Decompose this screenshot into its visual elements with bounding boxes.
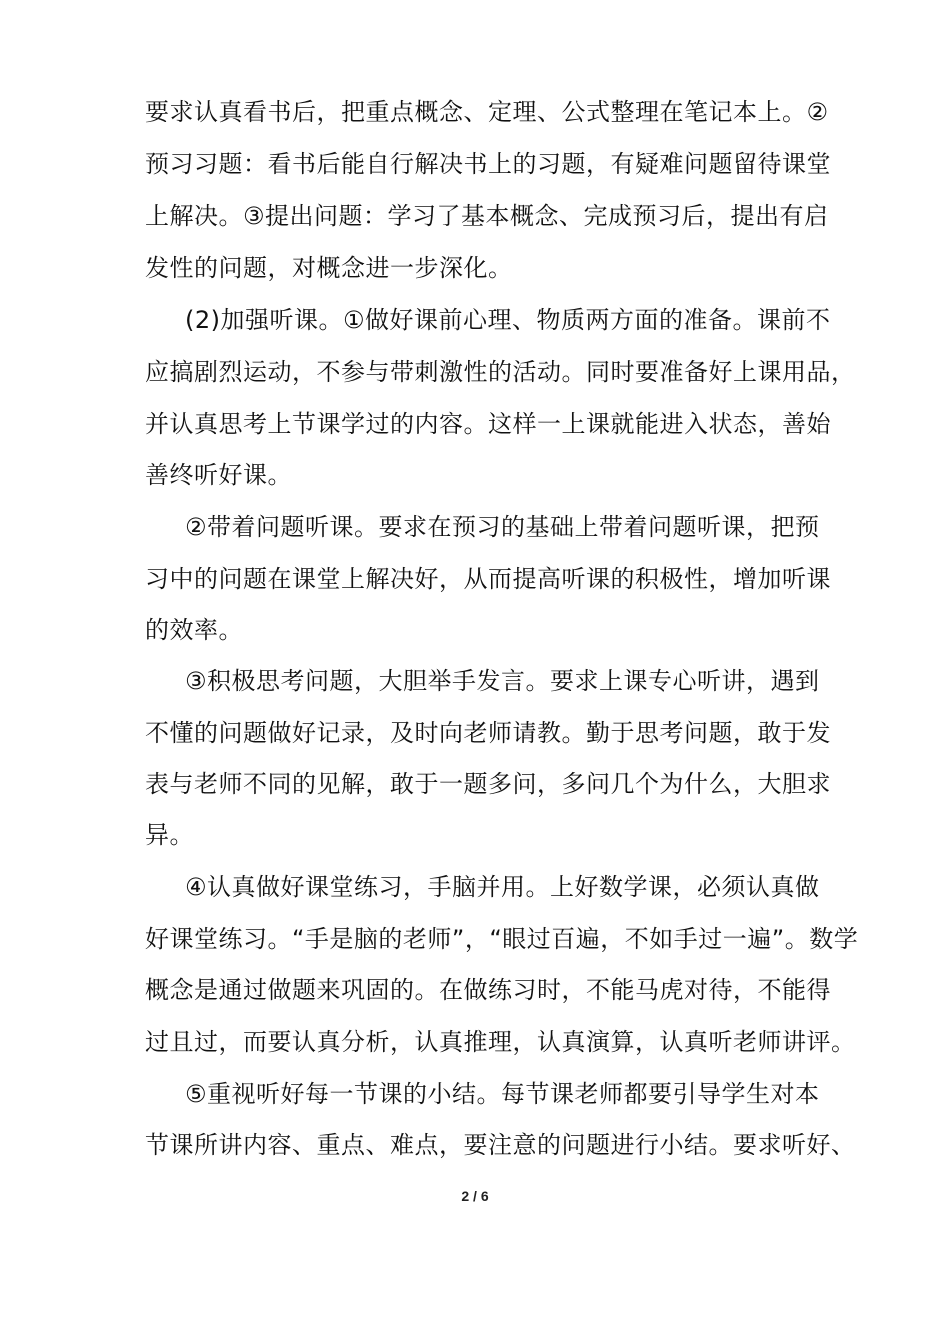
text-line: (2)加强听课。①做好课前心理、物质两方面的准备。课前不 [185, 306, 831, 334]
text-line: 异。 [145, 821, 194, 849]
text-line: 发性的问题，对概念进一步深化。 [145, 254, 513, 282]
text-line: 善终听好课。 [145, 461, 292, 489]
text-line: 并认真思考上节课学过的内容。这样一上课就能进入状态，善始 [145, 410, 831, 438]
page-number: 2 / 6 [461, 1188, 489, 1204]
text-line: 表与老师不同的见解，敢于一题多问，多问几个为什么，大胆求 [145, 770, 831, 798]
text-line: 应搞剧烈运动，不参与带刺激性的活动。同时要准备好上课用品， [145, 358, 856, 386]
text-line: 上解决。③提出问题：学习了基本概念、完成预习后，提出有启 [145, 202, 829, 230]
text-line: 要求认真看书后，把重点概念、定理、公式整理在笔记本上。② [145, 98, 829, 126]
text-line: 过且过，而要认真分析，认真推理，认真演算，认真听老师讲评。 [145, 1028, 856, 1056]
text-line: 节课所讲内容、重点、难点，要注意的问题进行小结。要求听好、 [145, 1131, 856, 1159]
text-line: ④认真做好课堂练习，手脑并用。上好数学课，必须认真做 [185, 873, 820, 901]
text-line: 概念是通过做题来巩固的。在做练习时，不能马虎对待，不能得 [145, 976, 831, 1004]
text-line: 预习习题：看书后能自行解决书上的习题，有疑难问题留待课堂 [145, 150, 831, 178]
text-line: ③积极思考问题，大胆举手发言。要求上课专心听讲，遇到 [185, 667, 820, 695]
text-line: 不懂的问题做好记录，及时向老师请教。勤于思考问题，敢于发 [145, 719, 831, 747]
text-line: 的效率。 [145, 616, 243, 644]
text-line: 习中的问题在课堂上解决好，从而提高听课的积极性，增加听课 [145, 565, 831, 593]
text-line: ②带着问题听课。要求在预习的基础上带着问题听课，把预 [185, 513, 820, 541]
text-line: ⑤重视听好每一节课的小结。每节课老师都要引导学生对本 [185, 1080, 820, 1108]
text-line: 好课堂练习。“手是脑的老师”，“眼过百遍，不如手过一遍”。数学 [145, 925, 859, 953]
